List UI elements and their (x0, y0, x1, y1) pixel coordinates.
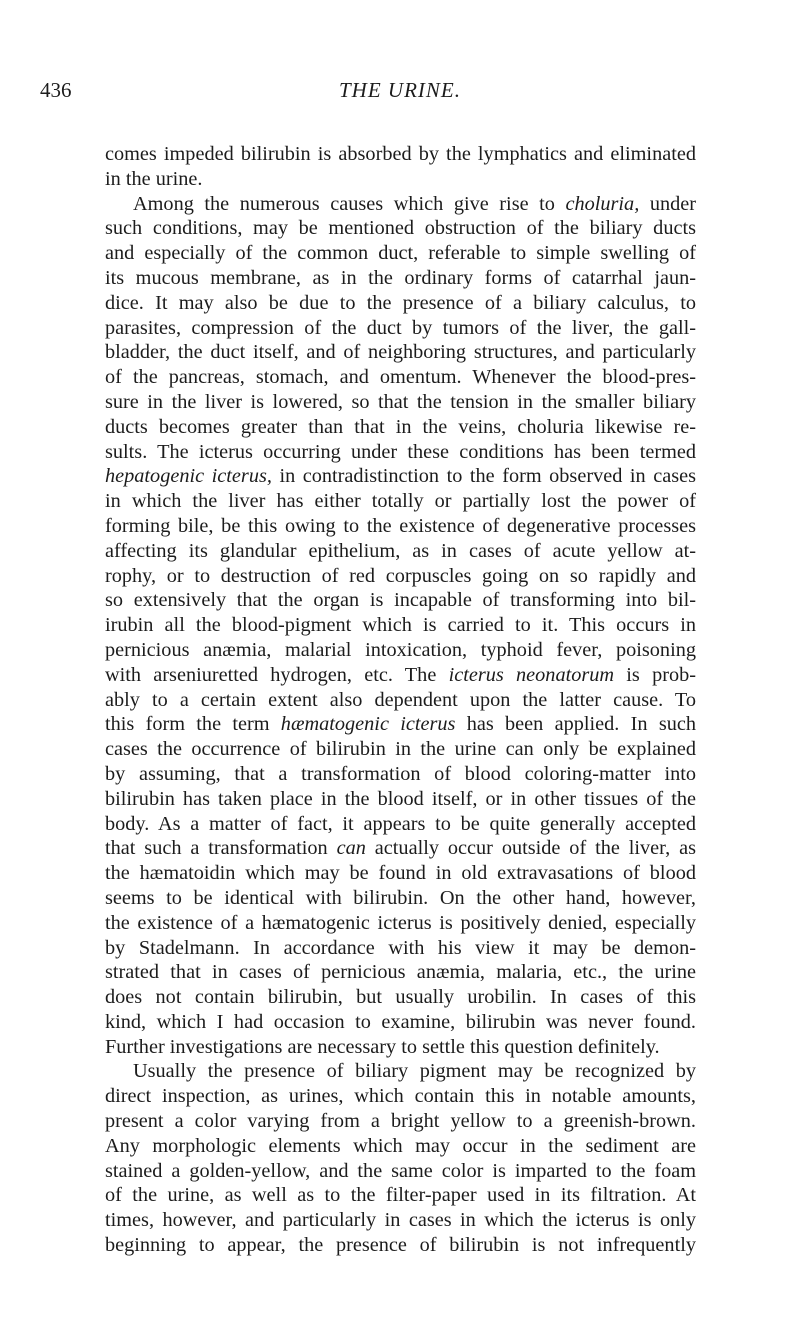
text-line (105, 737, 696, 762)
text-line (105, 390, 696, 415)
text-segment: its mucous membrane, as in the ordinary forms of catarrhal jaun- (105, 266, 696, 289)
text-segment: ably to a certain extent also dependent upon the latter cause. To (105, 688, 696, 711)
text-segment: times, however, and particularly in cases in which the icterus is only (105, 1209, 696, 1232)
text-segment: rophy, or to destruction of red corpuscles going on so rapidly and (105, 564, 696, 587)
text-line (105, 514, 696, 539)
text-segment: Usually the presence of biliary pigment may be recognized by (133, 1060, 696, 1083)
text-line (105, 564, 696, 589)
text-line (105, 216, 696, 241)
text-line (105, 241, 696, 266)
text-line (105, 613, 696, 638)
text-segment: by assuming, that a transformation of blood coloring-matter into (105, 762, 696, 785)
page-number: 436 (40, 78, 72, 102)
text-line (105, 960, 696, 985)
text-segment: in which the liver has either totally or partially lost the power of (105, 490, 696, 513)
text-line (105, 663, 696, 688)
text-segment: by Stadelmann. In accordance with his view it may be demon- (105, 936, 696, 959)
text-segment: strated that in cases of pernicious anæmia, malaria, etc., the urine (105, 961, 696, 984)
text-segment: has been applied. In such (455, 713, 696, 736)
text-segment: actually occur outside of the liver, as (365, 837, 696, 860)
text-segment: Any morphologic elements which may occur in the sediment are (105, 1134, 696, 1157)
italic-text: choluria, (565, 192, 640, 215)
text-segment: irubin all the blood-pigment which is carried to it. This occurs in (105, 614, 696, 637)
text-line (105, 588, 696, 613)
text-line (105, 936, 696, 961)
text-segment: stained a golden-yellow, and the same color is imparted to the foam (105, 1159, 696, 1182)
text-line (105, 1084, 696, 1109)
text-segment: ducts becomes greater than that in the veins, choluria likewise re- (105, 415, 696, 438)
italic-text: hæmatogenic icterus (280, 713, 456, 736)
running-head: THE URINE. (339, 78, 461, 102)
text-segment: is prob- (614, 663, 696, 686)
text-segment: comes impeded bilirubin is absorbed by the lymphatics and eliminated (105, 143, 696, 165)
text-line (105, 1035, 696, 1060)
text-segment: and especially of the common duct, referable to simple swelling of (105, 242, 696, 265)
text-line (105, 985, 696, 1010)
text-segment: dice. It may also be due to the presence of a biliary calculus, to (105, 291, 696, 314)
text-line (105, 142, 696, 167)
text-segment: forming bile, be this owing to the existence of degenerative processes (105, 514, 696, 537)
text-segment: Among the numerous causes which give rise to (133, 192, 566, 215)
text-line (105, 1159, 696, 1184)
text-segment: so extensively that the organ is incapable of transforming into bil- (105, 589, 696, 612)
italic-text: hepatogenic icterus, (105, 465, 272, 488)
text-segment: direct inspection, as urines, which contain this in notable amounts, (105, 1085, 696, 1108)
text-line (105, 812, 696, 837)
text-line (105, 712, 696, 737)
text-line (105, 192, 696, 217)
text-line (105, 836, 696, 861)
text-line (105, 539, 696, 564)
text-segment: in contradistinction to the form observed in cases (271, 465, 696, 488)
text-segment: kind, which I had occasion to examine, bilirubin was never found. (105, 1010, 696, 1033)
text-segment: bilirubin has taken place in the blood itself, or in other tissues of the (105, 787, 696, 810)
text-segment: of the urine, as well as to the filter-paper used in its filtration. At (105, 1184, 696, 1207)
text-line (105, 365, 696, 390)
text-segment: seems to be identical with bilirubin. On the other hand, however, (105, 886, 696, 909)
text-segment: the hæmatoidin which may be found in old extravasations of blood (105, 862, 696, 885)
text-line (105, 1208, 696, 1233)
text-segment: the existence of a hæmatogenic icterus is positively denied, especially (105, 911, 696, 934)
body-text (105, 142, 696, 1258)
text-line (105, 762, 696, 787)
text-segment: affecting its glandular epithelium, as in cases of acute yellow at- (105, 539, 696, 562)
text-segment: this form the term (105, 713, 281, 736)
text-line (105, 688, 696, 713)
text-line (105, 167, 696, 192)
text-segment: pernicious anæmia, malarial intoxication, typhoid fever, poisoning (105, 638, 696, 661)
text-segment: does not contain bilirubin, but usually urobilin. In cases of this (105, 986, 696, 1009)
text-line (105, 464, 696, 489)
text-line (105, 1183, 696, 1208)
text-line (105, 911, 696, 936)
text-segment: sure in the liver is lowered, so that the tension in the smaller biliary (105, 390, 696, 413)
text-segment: that such a transformation (105, 837, 337, 860)
text-line (105, 1010, 696, 1035)
text-line (105, 489, 696, 514)
text-segment: sults. The icterus occurring under these conditions has been termed (105, 440, 696, 463)
text-segment: Further investigations are necessary to settle this question definitely. (105, 1035, 660, 1058)
text-line (105, 340, 696, 365)
text-segment: cases the occurrence of bilirubin in the urine can only be explained (105, 738, 696, 761)
text-line (105, 886, 696, 911)
text-segment: parasites, compression of the duct by tumors of the liver, the gall- (105, 316, 696, 339)
text-line (105, 1134, 696, 1159)
text-segment: present a color varying from a bright yellow to a greenish-brown. (105, 1110, 696, 1133)
text-line (105, 291, 696, 316)
text-line (105, 638, 696, 663)
text-segment: of the pancreas, stomach, and omentum. Whenever the blood-pres- (105, 366, 696, 389)
text-segment: body. As a matter of fact, it appears to be quite generally accepted (105, 812, 696, 835)
text-line (105, 316, 696, 341)
text-line (105, 415, 696, 440)
text-segment: bladder, the duct itself, and of neighboring structures, and particularly (105, 341, 696, 364)
text-line (105, 787, 696, 812)
text-segment: such conditions, may be mentioned obstruction of the biliary ducts (105, 217, 696, 240)
text-line (105, 266, 696, 291)
text-line (105, 1109, 696, 1134)
text-line (105, 1233, 696, 1258)
text-line (105, 440, 696, 465)
text-segment: with arseniuretted hydrogen, etc. The (105, 663, 449, 686)
text-segment: under (639, 192, 696, 215)
text-line (105, 1059, 696, 1084)
text-line (105, 861, 696, 886)
italic-text: can (336, 837, 366, 860)
text-segment: beginning to appear, the presence of bilirubin is not infrequently (105, 1234, 696, 1257)
text-segment: in the urine. (105, 167, 203, 190)
italic-text: icterus neonatorum (448, 663, 615, 686)
